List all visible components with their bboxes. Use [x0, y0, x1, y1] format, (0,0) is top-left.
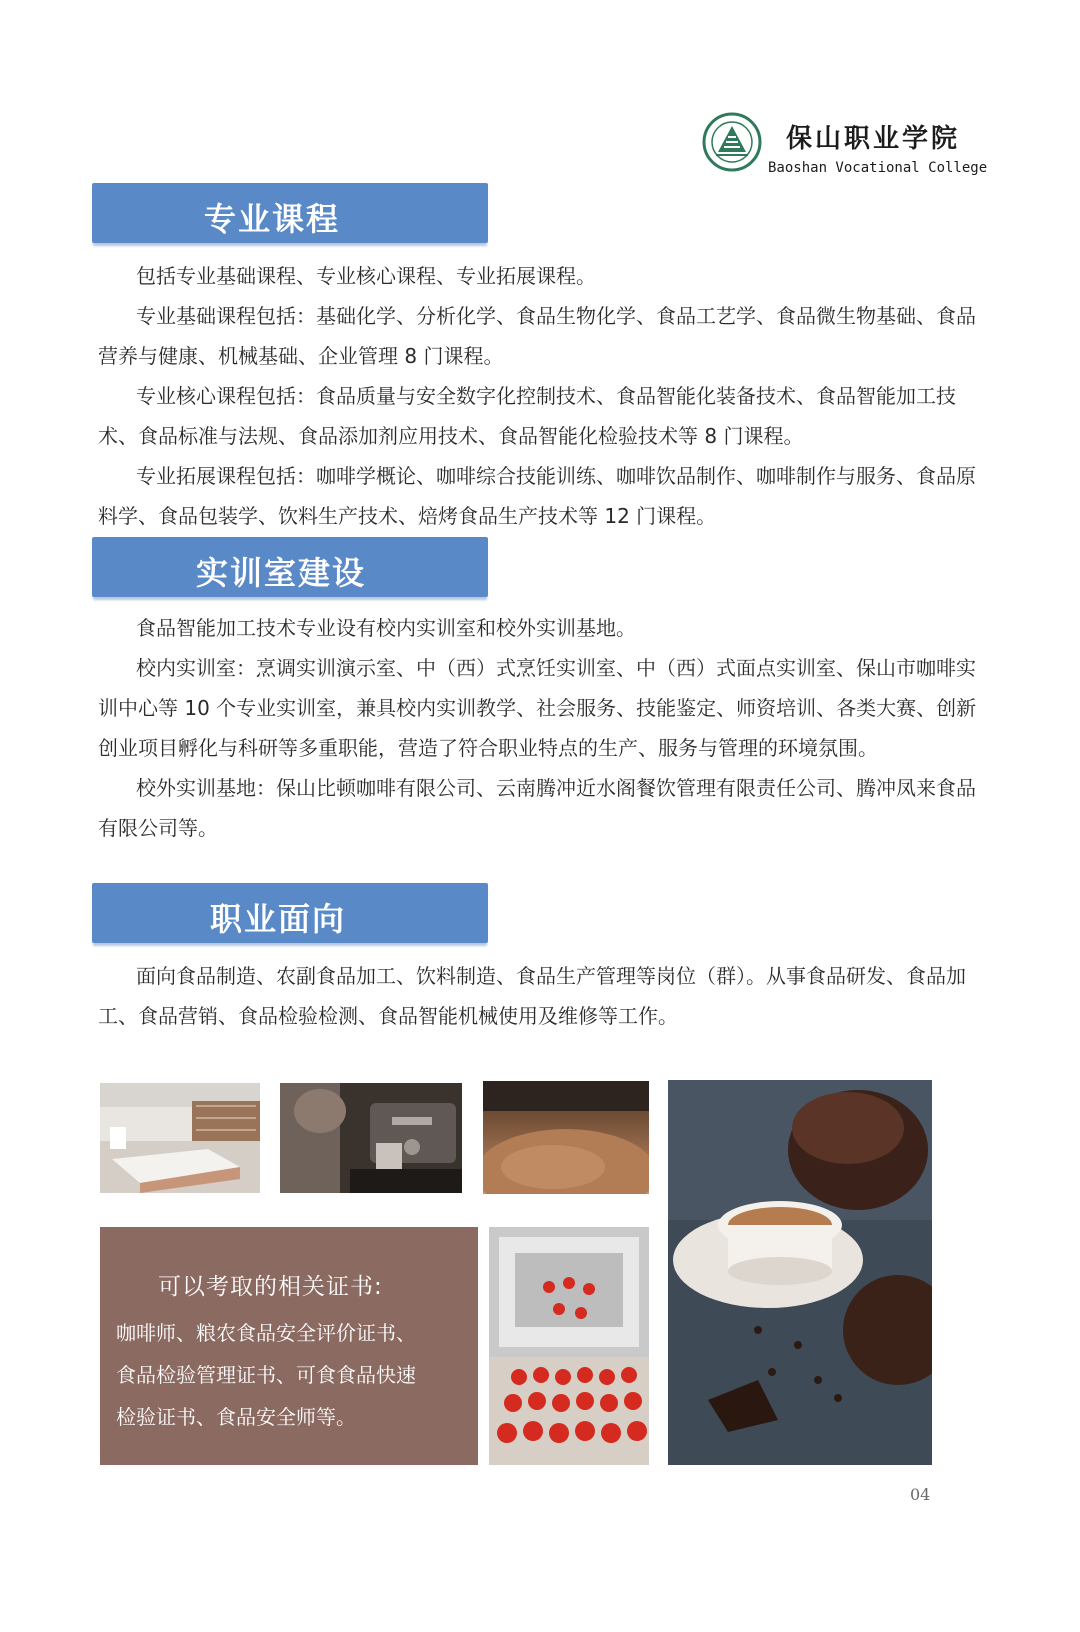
photo-training-room [100, 1083, 260, 1193]
certificate-line: 咖啡师、粮农食品安全评价证书、 [116, 1321, 416, 1345]
career-text [98, 956, 978, 1036]
paragraph: 校内实训室：烹调实训演示室、中（西）式烹饪实训室、中（西）式面点实训室、保山市咖啡实训中心等 10 个专业实训室，兼具校内实训教学、社会服务、技能鉴定、师资培训、各类大赛、创新创业项目孵化与科研等多重职能，营造了符合职业特点的生产、服务与管理的环境氛围。 [98, 656, 977, 760]
college-logo [702, 112, 992, 192]
section-header-career [92, 883, 488, 943]
logo-chinese-name: 保山职业学院 [786, 124, 961, 154]
paragraph: 校外实训基地：保山比顿咖啡有限公司、云南腾冲近水阁餐饮管理有限责任公司、腾冲凤来食品有限公司等。 [98, 776, 976, 840]
section-header-courses [92, 183, 488, 243]
paragraph: 专业核心课程包括：食品质量与安全数字化控制技术、食品智能化装备技术、食品智能加工技术、食品标准与法规、食品添加剂应用技术、食品智能化检验技术等 8 门课程。 [98, 384, 956, 448]
paragraph: 面向食品制造、农副食品加工、饮料制造、食品生产管理等岗位（群）。从事食品研发、食品加工、食品营销、食品检验检测、食品智能机械使用及维修等工作。 [98, 964, 966, 1028]
paragraph: 包括专业基础课程、专业核心课程、专业拓展课程。 [136, 264, 596, 288]
paragraph: 专业基础课程包括：基础化学、分析化学、食品生物化学、食品工艺学、食品微生物基础、食品营养与健康、机械基础、企业管理 8 门课程。 [98, 304, 976, 368]
certificates-box [100, 1227, 478, 1465]
certificates-title: 可以考取的相关证书: [158, 1274, 383, 1300]
college-emblem-icon [702, 112, 762, 172]
photo-coffee-machine [280, 1083, 462, 1193]
section-title: 实训室建设 [196, 554, 367, 592]
courses-text [98, 256, 978, 536]
photo-tomato-conveyor [489, 1227, 649, 1465]
certificate-line: 检验证书、食品安全师等。 [116, 1405, 356, 1429]
page-number: 04 [910, 1485, 931, 1504]
paragraph: 食品智能加工技术专业设有校内实训室和校外实训基地。 [136, 616, 636, 640]
section-title: 专业课程 [204, 200, 341, 238]
paragraph: 专业拓展课程包括：咖啡学概论、咖啡综合技能训练、咖啡饮品制作、咖啡制作与服务、食品原料学、食品包装学、饮料生产技术、焙烤食品生产技术等 12 门课程。 [98, 464, 976, 528]
section-title: 职业面向 [210, 900, 347, 938]
certificate-line: 食品检验管理证书、可食食品快速 [116, 1363, 416, 1387]
photo-grain-pile [483, 1081, 649, 1194]
photo-coffee-muffins [668, 1080, 932, 1465]
logo-english-name: Baoshan Vocational College [768, 160, 988, 176]
section-header-training-rooms [92, 537, 488, 597]
training-rooms-text [98, 608, 978, 848]
